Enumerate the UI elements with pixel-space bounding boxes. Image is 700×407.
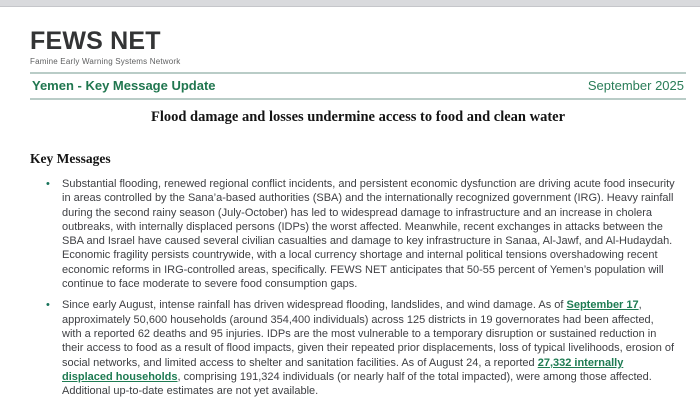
key-message-bullet bbox=[30, 177, 675, 291]
bullet-text: Substantial flooding, renewed regional conflict incidents, and persistent economic dysfunction are driving acute food insecurity in areas controlled by the Sana’a-based authorities (SBA) and the internationally recognized government (IRG). Heavy rainfall during the second rainy season (July-October) has led to widespread damage to infrastructure and an increase in cholera outbreaks, with internally displaced persons (IDPs) the worst affected. Meanwhile, recent exchanges in attacks between the SBA and Israel have caused several civilian casualties and damage to key infrastructure in Sanaa, Al-Jawf, and Al-Hudaydah. Economic fragility persists countrywide, with a local currency shortage and internal political tensions overshadowing recent economic reforms in IRG-controlled areas, specifically. FEWS NET anticipates that 50-55 percent of Yemen’s population will continue to face moderate to severe food consumption gaps. bbox=[62, 178, 675, 291]
bullet-text: , comprising 191,324 individuals (or nearly half of the total impacted), were among those affected. Additional up-to-date estimates are not yet available. bbox=[62, 370, 652, 398]
bullet-text: Since early August, intense rainfall has driven widespread flooding, landslides, and wind damage. As of bbox=[62, 299, 567, 312]
bullet-text: , approximately 50,600 households (around 354,400 individuals) across 125 districts in 19 governorates had been affected, with a reported 62 deaths and 95 injuries. IDPs are the most vulnerable to a temporary disruption or sustained reduction in their access to food as a result of flood impacts, given their repeated prior displacements, loss of typical livelihoods, erosion of social networks, and limited access to shelter and sanitation facilities. As of August 24, a reported bbox=[62, 299, 675, 369]
document-body bbox=[30, 109, 686, 398]
logo-tagline: Famine Early Warning Systems Network bbox=[30, 57, 181, 66]
inline-link[interactable]: 27,332 internally displaced households bbox=[62, 356, 624, 383]
inline-link[interactable]: September 17 bbox=[566, 299, 639, 312]
logo-title: FEWS NET bbox=[30, 27, 161, 55]
fews-net-logo bbox=[30, 29, 686, 66]
window-top-bar bbox=[0, 0, 700, 7]
report-title: Yemen - Key Message Update bbox=[32, 78, 216, 93]
key-message-bullet bbox=[30, 298, 675, 398]
page-header bbox=[30, 29, 686, 100]
report-date: September 2025 bbox=[587, 78, 684, 93]
document-headline: Flood damage and losses undermine access to food and clean water bbox=[150, 109, 566, 125]
key-messages-list bbox=[30, 177, 686, 398]
key-messages-heading: Key Messages bbox=[30, 151, 111, 166]
page-content bbox=[30, 29, 686, 398]
report-header-bar bbox=[30, 72, 686, 100]
